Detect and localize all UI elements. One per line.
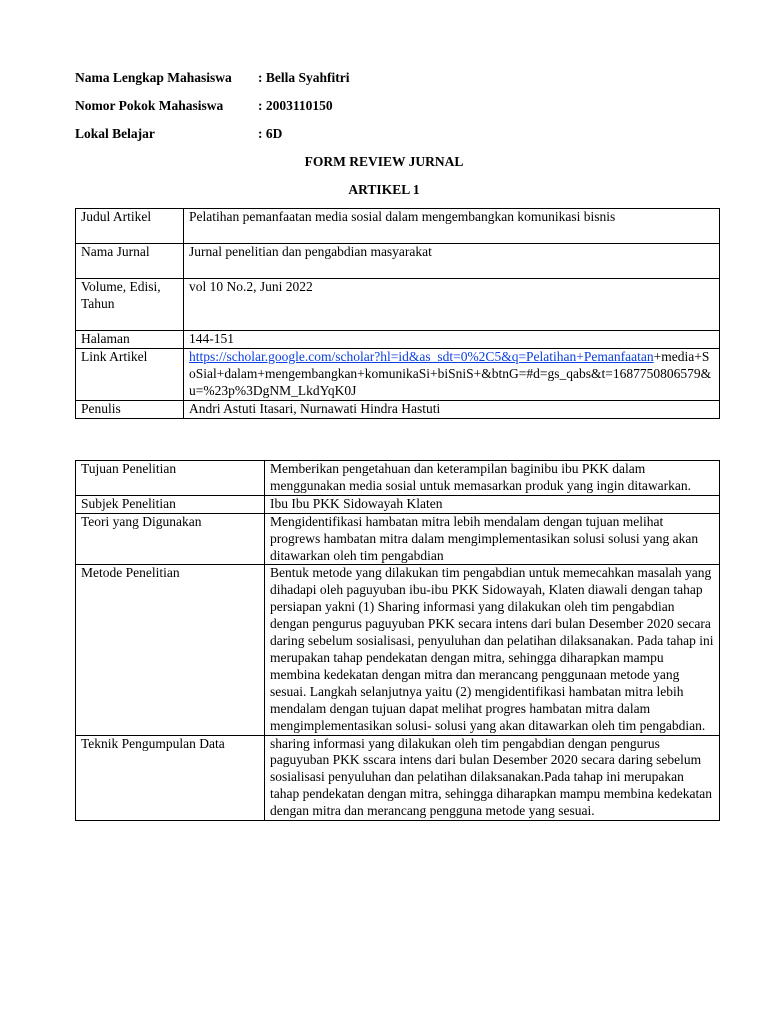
- table-row: [76, 513, 720, 565]
- table-row: [76, 279, 720, 331]
- form-title: FORM REVIEW JURNAL: [304, 154, 464, 169]
- article-link[interactable]: https://scholar.google.com/scholar?hl=id&as_sdt=0%2C5&q=Pelatihan+Pemanfaatan: [189, 348, 654, 364]
- student-lokal-row: [75, 125, 282, 142]
- tujuan-label: Tujuan Penelitian: [76, 461, 265, 496]
- teknik-label: Teknik Pengumpulan Data: [76, 735, 265, 821]
- halaman-value: 144-151: [184, 331, 720, 349]
- teori-value: Mengidentifikasi hambatan mitra lebih mendalam dengan tujuan melihat progrews hambatan mitra dalam mengimplementasikan solusi solusi yang akan ditawarkan oleh tim pengabdian: [265, 513, 720, 565]
- judul-value: Pelatihan pemanfaatan media sosial dalam mengembangkan komunikasi bisnis: [184, 209, 720, 244]
- teori-label: Teori yang Digunakan: [76, 513, 265, 565]
- tujuan-value: Memberikan pengetahuan dan keterampilan baginibu ibu PKK dalam menggunakan media sosial untuk memasarkan produk yang ingin ditawarkan.: [265, 461, 720, 496]
- metode-value: Bentuk metode yang dilakukan tim pengabdian untuk memecahkan masalah yang dihadapi oleh paguyuban ibu-ibu PKK Sidowayah, Klaten diawali dengan tahap persiapan yakni (1) Sharing informasi yang dilakukan oleh tim pengabdian dengan pengurus paguyuban PKK secara intens dari bulan Desember 2020 secara daring sebelum sosialisasi, penyuluhan dan pelatihan dilaksanakan. Pada tahap ini merupakan tahap pendekatan dengan mitra, sehingga diharapkan mampu membina kedekatan dengan mitra dan merancang penggunaan metode yang sesuai. Langkah selanjutnya yaitu (2) mengidentifikasi hambatan mitra lebih mendalam dengan tujuan dapat melihat progres hambatan mitra dalam mengimplementasikan solusi- solusi yang akan ditawarkan oleh tim pengabdian.: [265, 565, 720, 735]
- subjek-label: Subjek Penelitian: [76, 495, 265, 513]
- table-row: [76, 331, 720, 349]
- student-npm-value: : 2003110150: [258, 98, 333, 113]
- metode-label: Metode Penelitian: [76, 565, 265, 735]
- article-info-table: [75, 208, 720, 419]
- table-row: [76, 244, 720, 279]
- penulis-value: Andri Astuti Itasari, Nurnawati Hindra Hastuti: [184, 400, 720, 418]
- halaman-label: Halaman: [76, 331, 184, 349]
- table-row: [76, 565, 720, 735]
- article-subtitle: ARTIKEL 1: [348, 182, 420, 197]
- judul-label: Judul Artikel: [76, 209, 184, 244]
- student-name-value: : Bella Syahfitri: [258, 70, 350, 85]
- link-label: Link Artikel: [76, 348, 184, 400]
- student-npm-row: [75, 97, 333, 114]
- volume-label: Volume, Edisi, Tahun: [76, 279, 184, 331]
- student-name-label: Nama Lengkap Mahasiswa: [75, 70, 232, 85]
- link-value: [184, 348, 720, 400]
- link-rest: +media+SoSial+dalam+mengembangkan+komunikaSi+biSniS+&btnG=#d=gs_qabs&t=1687750806579&u=%23p%3DgNM_LkdYqK0J: [189, 348, 712, 398]
- student-name-row: [75, 69, 350, 86]
- jurnal-value: Jurnal penelitian dan pengabdian masyarakat: [184, 244, 720, 279]
- table-row: [76, 735, 720, 821]
- volume-value: vol 10 No.2, Juni 2022: [184, 279, 720, 331]
- student-lokal-label: Lokal Belajar: [75, 126, 155, 141]
- subjek-value: Ibu Ibu PKK Sidowayah Klaten: [265, 495, 720, 513]
- student-lokal-value: : 6D: [258, 126, 283, 141]
- table-row: [76, 461, 720, 496]
- review-table: [75, 460, 720, 821]
- table-row: [76, 495, 720, 513]
- table-row: [76, 400, 720, 418]
- table-row: [76, 209, 720, 244]
- student-npm-label: Nomor Pokok Mahasiswa: [75, 98, 224, 113]
- penulis-label: Penulis: [76, 400, 184, 418]
- jurnal-label: Nama Jurnal: [76, 244, 184, 279]
- table-row: [76, 348, 720, 400]
- teknik-value: sharing informasi yang dilakukan oleh tim pengabdian dengan pengurus paguyuban PKK sscara intens dari bulan Desember 2020 secara daring sebelum sosialisasi penyuluhan dan pelatihan dilaksanakan.Pada tahap ini merupakan tahap pendekatan dengan mitra, sehingga diharapkan mampu membina kedekatan dengan mitra dan merancang pengguna metode yang sesuai.: [265, 735, 720, 821]
